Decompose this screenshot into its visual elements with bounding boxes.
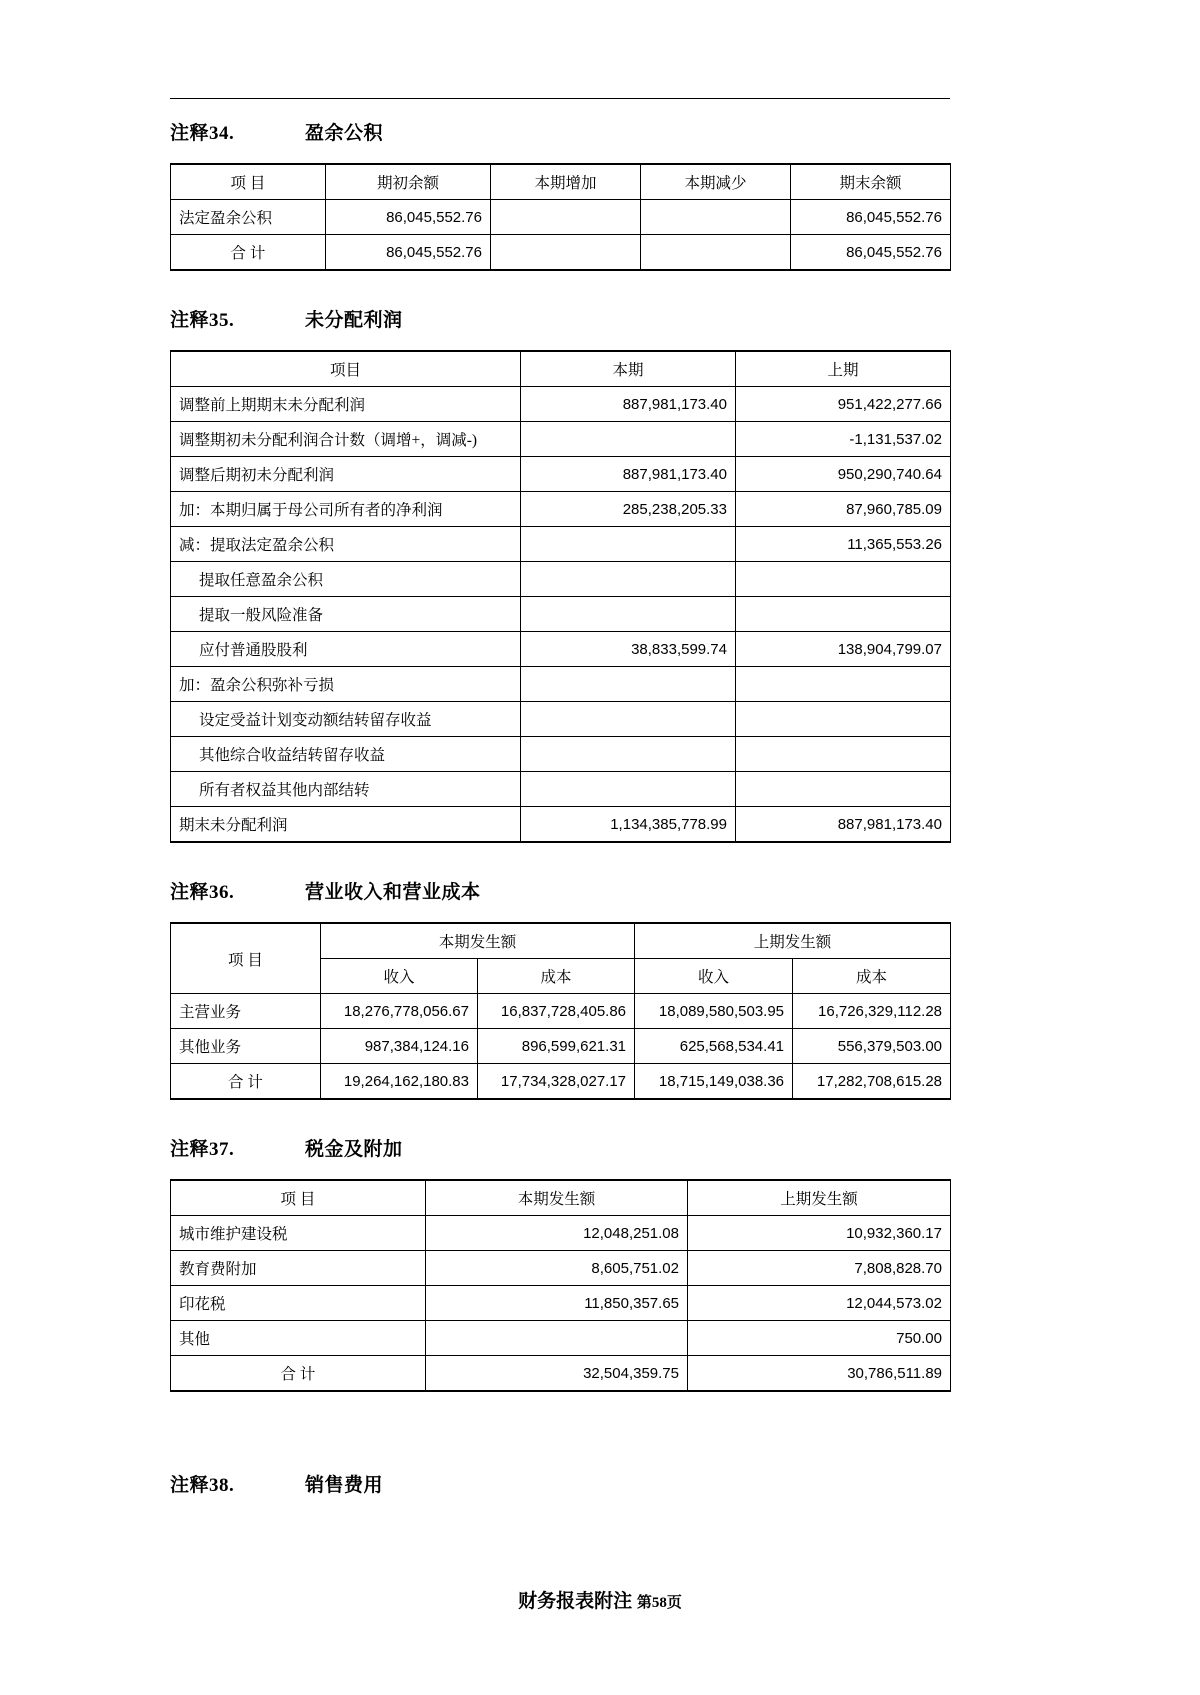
page-top-rule (170, 98, 950, 99)
col-header-closing: 期末余额 (791, 164, 951, 200)
table-surplus-reserve (170, 163, 951, 271)
section-title-38: 销售费用 (305, 1475, 384, 1496)
page-footer (0, 1586, 1200, 1613)
cell-value (736, 667, 951, 702)
cell-item: 主营业务 (171, 994, 321, 1029)
cell-item: 提取任意盈余公积 (171, 562, 521, 597)
table-row-total (171, 807, 951, 843)
cell-item: 城市维护建设税 (171, 1216, 426, 1251)
section-note-34 (170, 0, 1030, 271)
cell-value: 86,045,552.76 (791, 235, 951, 271)
section-note-35 (170, 305, 1030, 843)
section-number-35: 注释35. (170, 310, 235, 331)
cell-value (736, 702, 951, 737)
col-header-decrease: 本期减少 (641, 164, 791, 200)
section-title-36: 营业收入和营业成本 (305, 882, 481, 903)
cell-value: 86,045,552.76 (326, 235, 491, 271)
table-header-row (171, 164, 951, 200)
section-title-34: 盈余公积 (305, 123, 384, 144)
section-heading-35 (170, 305, 1030, 332)
table-row (171, 632, 951, 667)
cell-value: 750.00 (688, 1321, 951, 1356)
cell-value (521, 527, 736, 562)
cell-item: 加：盈余公积弥补亏损 (171, 667, 521, 702)
cell-value: 951,422,277.66 (736, 387, 951, 422)
section-heading-36 (170, 877, 1030, 904)
cell-value (521, 422, 736, 457)
cell-value (521, 702, 736, 737)
cell-value: 17,734,328,027.17 (478, 1064, 635, 1100)
cell-value: 887,981,173.40 (521, 457, 736, 492)
table-row (171, 1216, 951, 1251)
cell-value (426, 1321, 688, 1356)
col-header-prior-revenue: 收入 (635, 959, 793, 994)
section-number-38: 注释38. (170, 1475, 235, 1496)
cell-value: 625,568,534.41 (635, 1029, 793, 1064)
cell-value: 8,605,751.02 (426, 1251, 688, 1286)
cell-value (491, 200, 641, 235)
section-number-37: 注释37. (170, 1139, 235, 1160)
table-row (171, 772, 951, 807)
cell-item: 其他 (171, 1321, 426, 1356)
section-note-37 (170, 1134, 1030, 1392)
section-number-36: 注释36. (170, 882, 235, 903)
section-number-34: 注释34. (170, 123, 235, 144)
col-header-opening: 期初余额 (326, 164, 491, 200)
table-row (171, 492, 951, 527)
cell-value: 887,981,173.40 (521, 387, 736, 422)
cell-value: 1,134,385,778.99 (521, 807, 736, 843)
table-row (171, 422, 951, 457)
cell-item: 印花税 (171, 1286, 426, 1321)
cell-value: 950,290,740.64 (736, 457, 951, 492)
cell-value (641, 200, 791, 235)
cell-value: 896,599,621.31 (478, 1029, 635, 1064)
cell-item: 提取一般风险准备 (171, 597, 521, 632)
cell-value: 556,379,503.00 (793, 1029, 951, 1064)
cell-value: 10,932,360.17 (688, 1216, 951, 1251)
table-row (171, 702, 951, 737)
table-row (171, 1321, 951, 1356)
cell-item: 合 计 (171, 1064, 321, 1100)
cell-value (521, 562, 736, 597)
cell-item: 加：本期归属于母公司所有者的净利润 (171, 492, 521, 527)
cell-value: 86,045,552.76 (326, 200, 491, 235)
table-header-row (171, 1180, 951, 1216)
cell-value: 18,089,580,503.95 (635, 994, 793, 1029)
cell-value: 32,504,359.75 (426, 1356, 688, 1392)
cell-item: 教育费附加 (171, 1251, 426, 1286)
cell-item: 调整前上期期末未分配利润 (171, 387, 521, 422)
col-header-item: 项 目 (171, 923, 321, 994)
table-row-total (171, 1064, 951, 1100)
col-header-current-revenue: 收入 (321, 959, 478, 994)
cell-value: 11,365,553.26 (736, 527, 951, 562)
cell-value (521, 597, 736, 632)
section-title-37: 税金及附加 (305, 1139, 403, 1160)
section-heading-37 (170, 1134, 1030, 1161)
cell-value: 19,264,162,180.83 (321, 1064, 478, 1100)
cell-item: 调整期初未分配利润合计数（调增+，调减-) (171, 422, 521, 457)
cell-value: -1,131,537.02 (736, 422, 951, 457)
col-header-current-cost: 成本 (478, 959, 635, 994)
cell-value: 17,282,708,615.28 (793, 1064, 951, 1100)
col-header-current: 本期 (521, 351, 736, 387)
table-row (171, 1029, 951, 1064)
cell-value (521, 772, 736, 807)
cell-item: 法定盈余公积 (171, 200, 326, 235)
col-header-prior: 上期 (736, 351, 951, 387)
cell-item: 设定受益计划变动额结转留存收益 (171, 702, 521, 737)
cell-item: 其他综合收益结转留存收益 (171, 737, 521, 772)
footer-label: 财务报表附注 (518, 1591, 633, 1612)
table-row (171, 387, 951, 422)
cell-item: 减：提取法定盈余公积 (171, 527, 521, 562)
col-header-prior-period: 上期发生额 (635, 923, 951, 959)
col-header-increase: 本期增加 (491, 164, 641, 200)
cell-value (736, 772, 951, 807)
cell-item: 应付普通股股利 (171, 632, 521, 667)
cell-value: 16,837,728,405.86 (478, 994, 635, 1029)
table-revenue-cost (170, 922, 951, 1100)
table-row (171, 597, 951, 632)
table-undistributed-profit (170, 350, 951, 843)
footer-page-number: 第58页 (636, 1595, 682, 1611)
table-taxes-surcharges (170, 1179, 951, 1392)
table-row (171, 667, 951, 702)
table-header-row (171, 351, 951, 387)
cell-value: 987,384,124.16 (321, 1029, 478, 1064)
table-header-row-group (171, 923, 951, 959)
cell-value: 285,238,205.33 (521, 492, 736, 527)
col-header-item: 项 目 (171, 1180, 426, 1216)
cell-item: 其他业务 (171, 1029, 321, 1064)
table-row-total (171, 1356, 951, 1392)
cell-value: 38,833,599.74 (521, 632, 736, 667)
table-row (171, 562, 951, 597)
cell-item: 期末未分配利润 (171, 807, 521, 843)
cell-value (521, 737, 736, 772)
cell-value: 887,981,173.40 (736, 807, 951, 843)
cell-item: 合 计 (171, 1356, 426, 1392)
cell-item: 所有者权益其他内部结转 (171, 772, 521, 807)
cell-value: 30,786,511.89 (688, 1356, 951, 1392)
section-title-35: 未分配利润 (305, 310, 403, 331)
cell-value: 18,715,149,038.36 (635, 1064, 793, 1100)
cell-value: 7,808,828.70 (688, 1251, 951, 1286)
cell-value: 11,850,357.65 (426, 1286, 688, 1321)
cell-value (736, 597, 951, 632)
cell-value: 138,904,799.07 (736, 632, 951, 667)
col-header-current-period: 本期发生额 (321, 923, 635, 959)
col-header-item: 项目 (171, 351, 521, 387)
cell-value (641, 235, 791, 271)
table-row-total (171, 235, 951, 271)
section-heading-34 (170, 118, 1030, 145)
cell-value (736, 562, 951, 597)
cell-value: 12,048,251.08 (426, 1216, 688, 1251)
cell-value (521, 667, 736, 702)
section-note-38 (170, 1470, 1030, 1497)
cell-value: 86,045,552.76 (791, 200, 951, 235)
table-row (171, 1251, 951, 1286)
cell-value (736, 737, 951, 772)
table-row (171, 200, 951, 235)
table-row (171, 527, 951, 562)
table-row (171, 457, 951, 492)
col-header-prior: 上期发生额 (688, 1180, 951, 1216)
table-row (171, 737, 951, 772)
col-header-prior-cost: 成本 (793, 959, 951, 994)
cell-value: 87,960,785.09 (736, 492, 951, 527)
cell-item: 合 计 (171, 235, 326, 271)
section-note-36 (170, 877, 1030, 1100)
col-header-current: 本期发生额 (426, 1180, 688, 1216)
cell-value: 16,726,329,112.28 (793, 994, 951, 1029)
cell-value: 18,276,778,056.67 (321, 994, 478, 1029)
table-row (171, 994, 951, 1029)
cell-value: 12,044,573.02 (688, 1286, 951, 1321)
cell-item: 调整后期初未分配利润 (171, 457, 521, 492)
table-row (171, 1286, 951, 1321)
section-heading-38 (170, 1470, 1030, 1497)
col-header-item: 项 目 (171, 164, 326, 200)
cell-value (491, 235, 641, 271)
